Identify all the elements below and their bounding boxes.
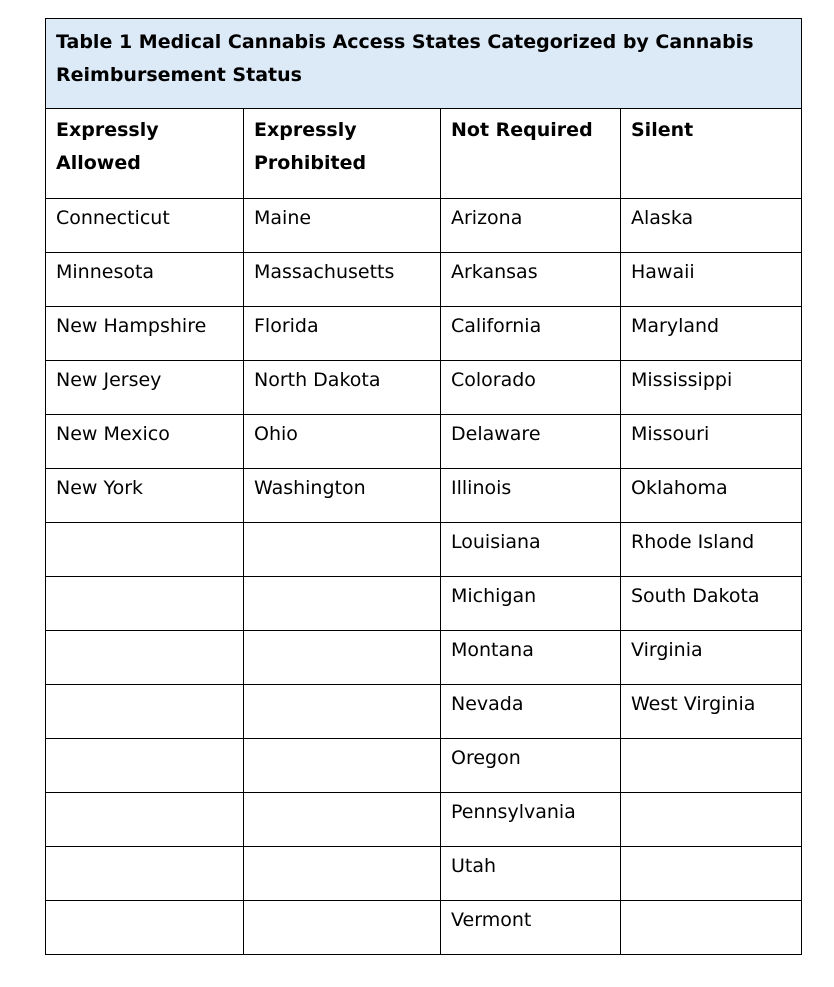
table-cell-not-required: Michigan bbox=[441, 577, 621, 631]
table-cell-expressly-allowed bbox=[46, 631, 244, 685]
table-cell-expressly-prohibited bbox=[244, 901, 441, 955]
table-row bbox=[46, 199, 802, 253]
table-cell-not-required: Colorado bbox=[441, 361, 621, 415]
table-cell-silent: West Virginia bbox=[621, 685, 802, 739]
table-cell-expressly-prohibited bbox=[244, 739, 441, 793]
table-cell-expressly-allowed bbox=[46, 577, 244, 631]
table-cell-silent bbox=[621, 739, 802, 793]
column-header-not-required: Not Required bbox=[441, 109, 621, 199]
column-header-silent: Silent bbox=[621, 109, 802, 199]
table-cell-expressly-prohibited: Massachusetts bbox=[244, 253, 441, 307]
table-row bbox=[46, 739, 802, 793]
table-cell-not-required: Arizona bbox=[441, 199, 621, 253]
table-row bbox=[46, 631, 802, 685]
table-cell-expressly-prohibited bbox=[244, 847, 441, 901]
table-cell-silent: Missouri bbox=[621, 415, 802, 469]
table-cell-expressly-allowed bbox=[46, 901, 244, 955]
table-cell-silent: Mississippi bbox=[621, 361, 802, 415]
table-row bbox=[46, 361, 802, 415]
table-row bbox=[46, 415, 802, 469]
table-cell-silent: Oklahoma bbox=[621, 469, 802, 523]
table-cell-silent: Alaska bbox=[621, 199, 802, 253]
table-cell-expressly-allowed bbox=[46, 685, 244, 739]
table-cell-not-required: Nevada bbox=[441, 685, 621, 739]
table-cell-expressly-allowed bbox=[46, 847, 244, 901]
table-cell-expressly-allowed bbox=[46, 739, 244, 793]
table-cell-expressly-prohibited bbox=[244, 523, 441, 577]
table-row bbox=[46, 253, 802, 307]
table-cell-silent: South Dakota bbox=[621, 577, 802, 631]
table-cell-not-required: Pennsylvania bbox=[441, 793, 621, 847]
table-row bbox=[46, 577, 802, 631]
table-cell-not-required: Louisiana bbox=[441, 523, 621, 577]
table-row bbox=[46, 523, 802, 577]
table-row bbox=[46, 793, 802, 847]
table-cell-not-required: Utah bbox=[441, 847, 621, 901]
caption-row bbox=[46, 19, 802, 109]
table-cell-expressly-allowed bbox=[46, 793, 244, 847]
table-row bbox=[46, 685, 802, 739]
table-cell-expressly-allowed: New York bbox=[46, 469, 244, 523]
table-cell-silent: Hawaii bbox=[621, 253, 802, 307]
table-row bbox=[46, 469, 802, 523]
column-header-expressly-prohibited: Expressly Prohibited bbox=[244, 109, 441, 199]
table-cell-silent: Virginia bbox=[621, 631, 802, 685]
table-cell-silent bbox=[621, 847, 802, 901]
table-cell-silent bbox=[621, 793, 802, 847]
table-cell-silent: Rhode Island bbox=[621, 523, 802, 577]
table-row bbox=[46, 847, 802, 901]
table-cell-expressly-prohibited: North Dakota bbox=[244, 361, 441, 415]
table-cell-expressly-prohibited: Florida bbox=[244, 307, 441, 361]
column-header-expressly-allowed: Expressly Allowed bbox=[46, 109, 244, 199]
table-container bbox=[45, 18, 801, 955]
table-cell-expressly-allowed: Connecticut bbox=[46, 199, 244, 253]
table-cell-silent bbox=[621, 901, 802, 955]
table-cell-expressly-prohibited bbox=[244, 631, 441, 685]
table-row bbox=[46, 901, 802, 955]
table-cell-expressly-allowed: Minnesota bbox=[46, 253, 244, 307]
table-cell-expressly-prohibited bbox=[244, 577, 441, 631]
table-caption: Table 1 Medical Cannabis Access States Categorized by Cannabis Reimbursement Status bbox=[46, 19, 802, 109]
table-cell-not-required: Oregon bbox=[441, 739, 621, 793]
table-cell-silent: Maryland bbox=[621, 307, 802, 361]
table-cell-not-required: Illinois bbox=[441, 469, 621, 523]
header-row bbox=[46, 109, 802, 199]
table-cell-expressly-allowed: New Jersey bbox=[46, 361, 244, 415]
table-cell-not-required: Vermont bbox=[441, 901, 621, 955]
table-cell-expressly-prohibited: Ohio bbox=[244, 415, 441, 469]
table-cell-expressly-allowed: New Mexico bbox=[46, 415, 244, 469]
table-cell-not-required: Arkansas bbox=[441, 253, 621, 307]
table-body bbox=[46, 199, 802, 955]
table-cell-expressly-allowed: New Hampshire bbox=[46, 307, 244, 361]
table-cell-expressly-prohibited bbox=[244, 793, 441, 847]
table-row bbox=[46, 307, 802, 361]
table-cell-not-required: California bbox=[441, 307, 621, 361]
table-cell-expressly-allowed bbox=[46, 523, 244, 577]
table-cell-expressly-prohibited bbox=[244, 685, 441, 739]
table-cell-not-required: Delaware bbox=[441, 415, 621, 469]
cannabis-reimbursement-table bbox=[45, 18, 802, 955]
table-cell-not-required: Montana bbox=[441, 631, 621, 685]
table-cell-expressly-prohibited: Washington bbox=[244, 469, 441, 523]
table-cell-expressly-prohibited: Maine bbox=[244, 199, 441, 253]
